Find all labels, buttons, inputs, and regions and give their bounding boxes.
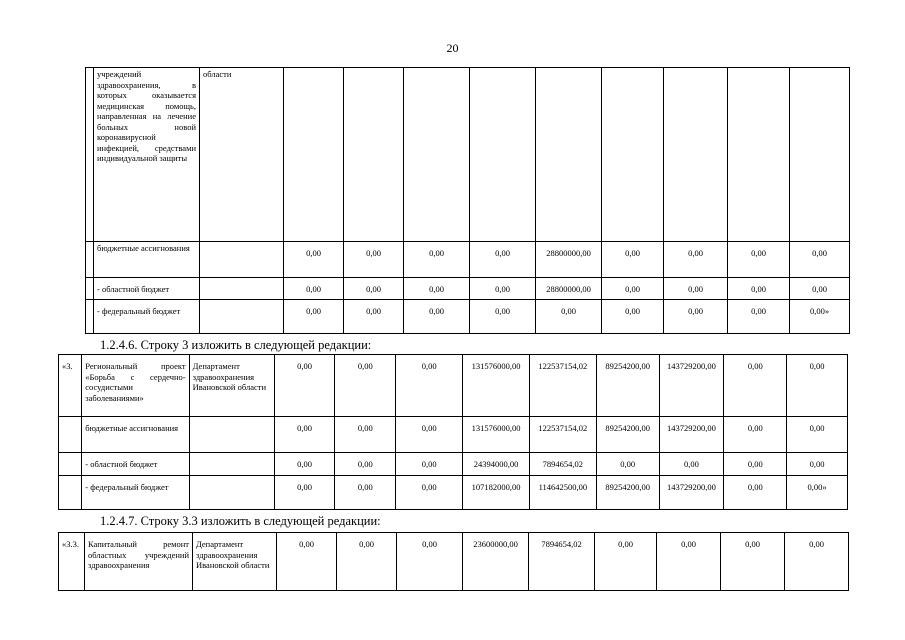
value-cell: 0,00 (721, 533, 785, 591)
value-cell (404, 68, 470, 242)
value-cell: 0,00» (790, 300, 850, 334)
row-name: Капитальный ремонт областных учреждений здравоохранения (85, 533, 193, 591)
row-executor (189, 453, 274, 476)
value-cell: 24394000,00 (463, 453, 530, 476)
value-cell: 0,00 (657, 533, 721, 591)
value-cell: 0,00 (335, 355, 396, 417)
value-cell: 0,00 (274, 453, 335, 476)
table-row (86, 242, 850, 278)
value-cell: 143729200,00 (659, 417, 724, 453)
value-cell: 0,00 (664, 278, 728, 300)
value-cell (602, 68, 664, 242)
value-cell: 0,00 (602, 300, 664, 334)
value-cell: 0,00 (728, 242, 790, 278)
value-cell: 131576000,00 (463, 355, 530, 417)
row-name: бюджетные ассигнования (82, 417, 189, 453)
value-cell: 0,00 (787, 417, 848, 453)
value-cell: 0,00 (785, 533, 849, 591)
table-row (59, 417, 848, 453)
row-number (86, 242, 94, 278)
value-cell: 7894654,02 (529, 453, 596, 476)
row-name: бюджетные ассигнования (94, 242, 200, 278)
value-cell: 89254200,00 (596, 476, 659, 510)
value-cell: 0,00 (536, 300, 602, 334)
value-cell: 0,00 (274, 476, 335, 510)
value-cell: 0,00 (596, 453, 659, 476)
row-name: - федеральный бюджет (82, 476, 189, 510)
table-row (59, 453, 848, 476)
value-cell: 0,00 (787, 355, 848, 417)
value-cell: 0,00 (790, 242, 850, 278)
row-executor (200, 300, 284, 334)
row-number: «3. (59, 355, 82, 417)
value-cell: 23600000,00 (463, 533, 529, 591)
value-cell: 0,00 (728, 300, 790, 334)
table-row (59, 355, 848, 417)
value-cell: 0,00 (404, 242, 470, 278)
value-cell: 0,00 (284, 278, 344, 300)
value-cell: 0,00 (335, 417, 396, 453)
row-number (59, 453, 82, 476)
value-cell: 89254200,00 (596, 355, 659, 417)
value-cell: 143729200,00 (659, 476, 724, 510)
value-cell: 0,00 (724, 417, 787, 453)
value-cell: 0,00 (396, 453, 463, 476)
row-executor: области (200, 68, 284, 242)
value-cell: 0,00» (787, 476, 848, 510)
value-cell (470, 68, 536, 242)
value-cell: 107182000,00 (463, 476, 530, 510)
value-cell: 0,00 (335, 453, 396, 476)
value-cell (344, 68, 404, 242)
table-row (86, 68, 850, 242)
value-cell: 0,00 (470, 242, 536, 278)
value-cell: 0,00 (602, 278, 664, 300)
value-cell: 0,00 (724, 355, 787, 417)
value-cell: 0,00 (277, 533, 337, 591)
row-number (59, 476, 82, 510)
row-number (59, 417, 82, 453)
value-cell: 122537154,02 (529, 355, 596, 417)
value-cell: 0,00 (790, 278, 850, 300)
value-cell: 0,00 (337, 533, 397, 591)
value-cell: 0,00 (724, 453, 787, 476)
row-name: - областной бюджет (82, 453, 189, 476)
value-cell: 0,00 (470, 300, 536, 334)
row-executor (200, 278, 284, 300)
section-heading: 1.2.4.6. Строку 3 изложить в следующей редакции: (100, 338, 372, 352)
value-cell: 28800000,00 (536, 242, 602, 278)
value-cell: 0,00 (335, 476, 396, 510)
table-row (86, 300, 850, 334)
value-cell: 89254200,00 (596, 417, 659, 453)
value-cell: 0,00 (595, 533, 657, 591)
row-number (86, 300, 94, 334)
value-cell: 0,00 (728, 278, 790, 300)
row-name: - областной бюджет (94, 278, 200, 300)
value-cell: 0,00 (659, 453, 724, 476)
value-cell: 0,00 (274, 417, 335, 453)
value-cell: 114642500,00 (529, 476, 596, 510)
row-executor (189, 417, 274, 453)
value-cell: 0,00 (664, 300, 728, 334)
value-cell: 122537154,02 (529, 417, 596, 453)
table-row (59, 476, 848, 510)
value-cell: 0,00 (274, 355, 335, 417)
budget-table-row-3-3 (58, 532, 849, 591)
row-name: - федеральный бюджет (94, 300, 200, 334)
value-cell (790, 68, 850, 242)
row-number: «3.3. (59, 533, 85, 591)
value-cell: 7894654,02 (529, 533, 595, 591)
value-cell: 0,00 (344, 242, 404, 278)
value-cell: 0,00 (396, 417, 463, 453)
value-cell (536, 68, 602, 242)
value-cell: 0,00 (396, 355, 463, 417)
value-cell: 0,00 (724, 476, 787, 510)
row-name: учреждений здравоохранения, в которых оказывается медицинская помощь, направленная на лечение больных новой коронавирусной инфекцией, средствами индивидуальной защиты (94, 68, 200, 242)
budget-table-row-3 (58, 354, 848, 510)
value-cell (664, 68, 728, 242)
value-cell: 0,00 (284, 300, 344, 334)
value-cell: 0,00 (396, 476, 463, 510)
row-executor (189, 476, 274, 510)
value-cell: 0,00 (344, 278, 404, 300)
value-cell: 0,00 (664, 242, 728, 278)
row-executor: Департамент здравоохранения Ивановской области (193, 533, 277, 591)
value-cell: 0,00 (404, 300, 470, 334)
value-cell: 131576000,00 (463, 417, 530, 453)
row-number (86, 68, 94, 242)
value-cell: 0,00 (470, 278, 536, 300)
page-number: 20 (446, 41, 459, 55)
value-cell: 0,00 (284, 242, 344, 278)
row-executor (200, 242, 284, 278)
value-cell (284, 68, 344, 242)
row-number (86, 278, 94, 300)
value-cell: 0,00 (602, 242, 664, 278)
value-cell: 0,00 (787, 453, 848, 476)
row-name: Региональный проект «Борьба с сердечно-сосудистыми заболеваниями» (82, 355, 189, 417)
section-heading: 1.2.4.7. Строку 3.3 изложить в следующей редакции: (100, 514, 381, 528)
value-cell: 0,00 (397, 533, 463, 591)
table-row (59, 533, 849, 591)
value-cell: 0,00 (404, 278, 470, 300)
table-row (86, 278, 850, 300)
value-cell (728, 68, 790, 242)
value-cell: 28800000,00 (536, 278, 602, 300)
budget-table-continuation (85, 67, 850, 334)
row-executor: Департамент здравоохранения Ивановской области (189, 355, 274, 417)
value-cell: 143729200,00 (659, 355, 724, 417)
value-cell: 0,00 (344, 300, 404, 334)
